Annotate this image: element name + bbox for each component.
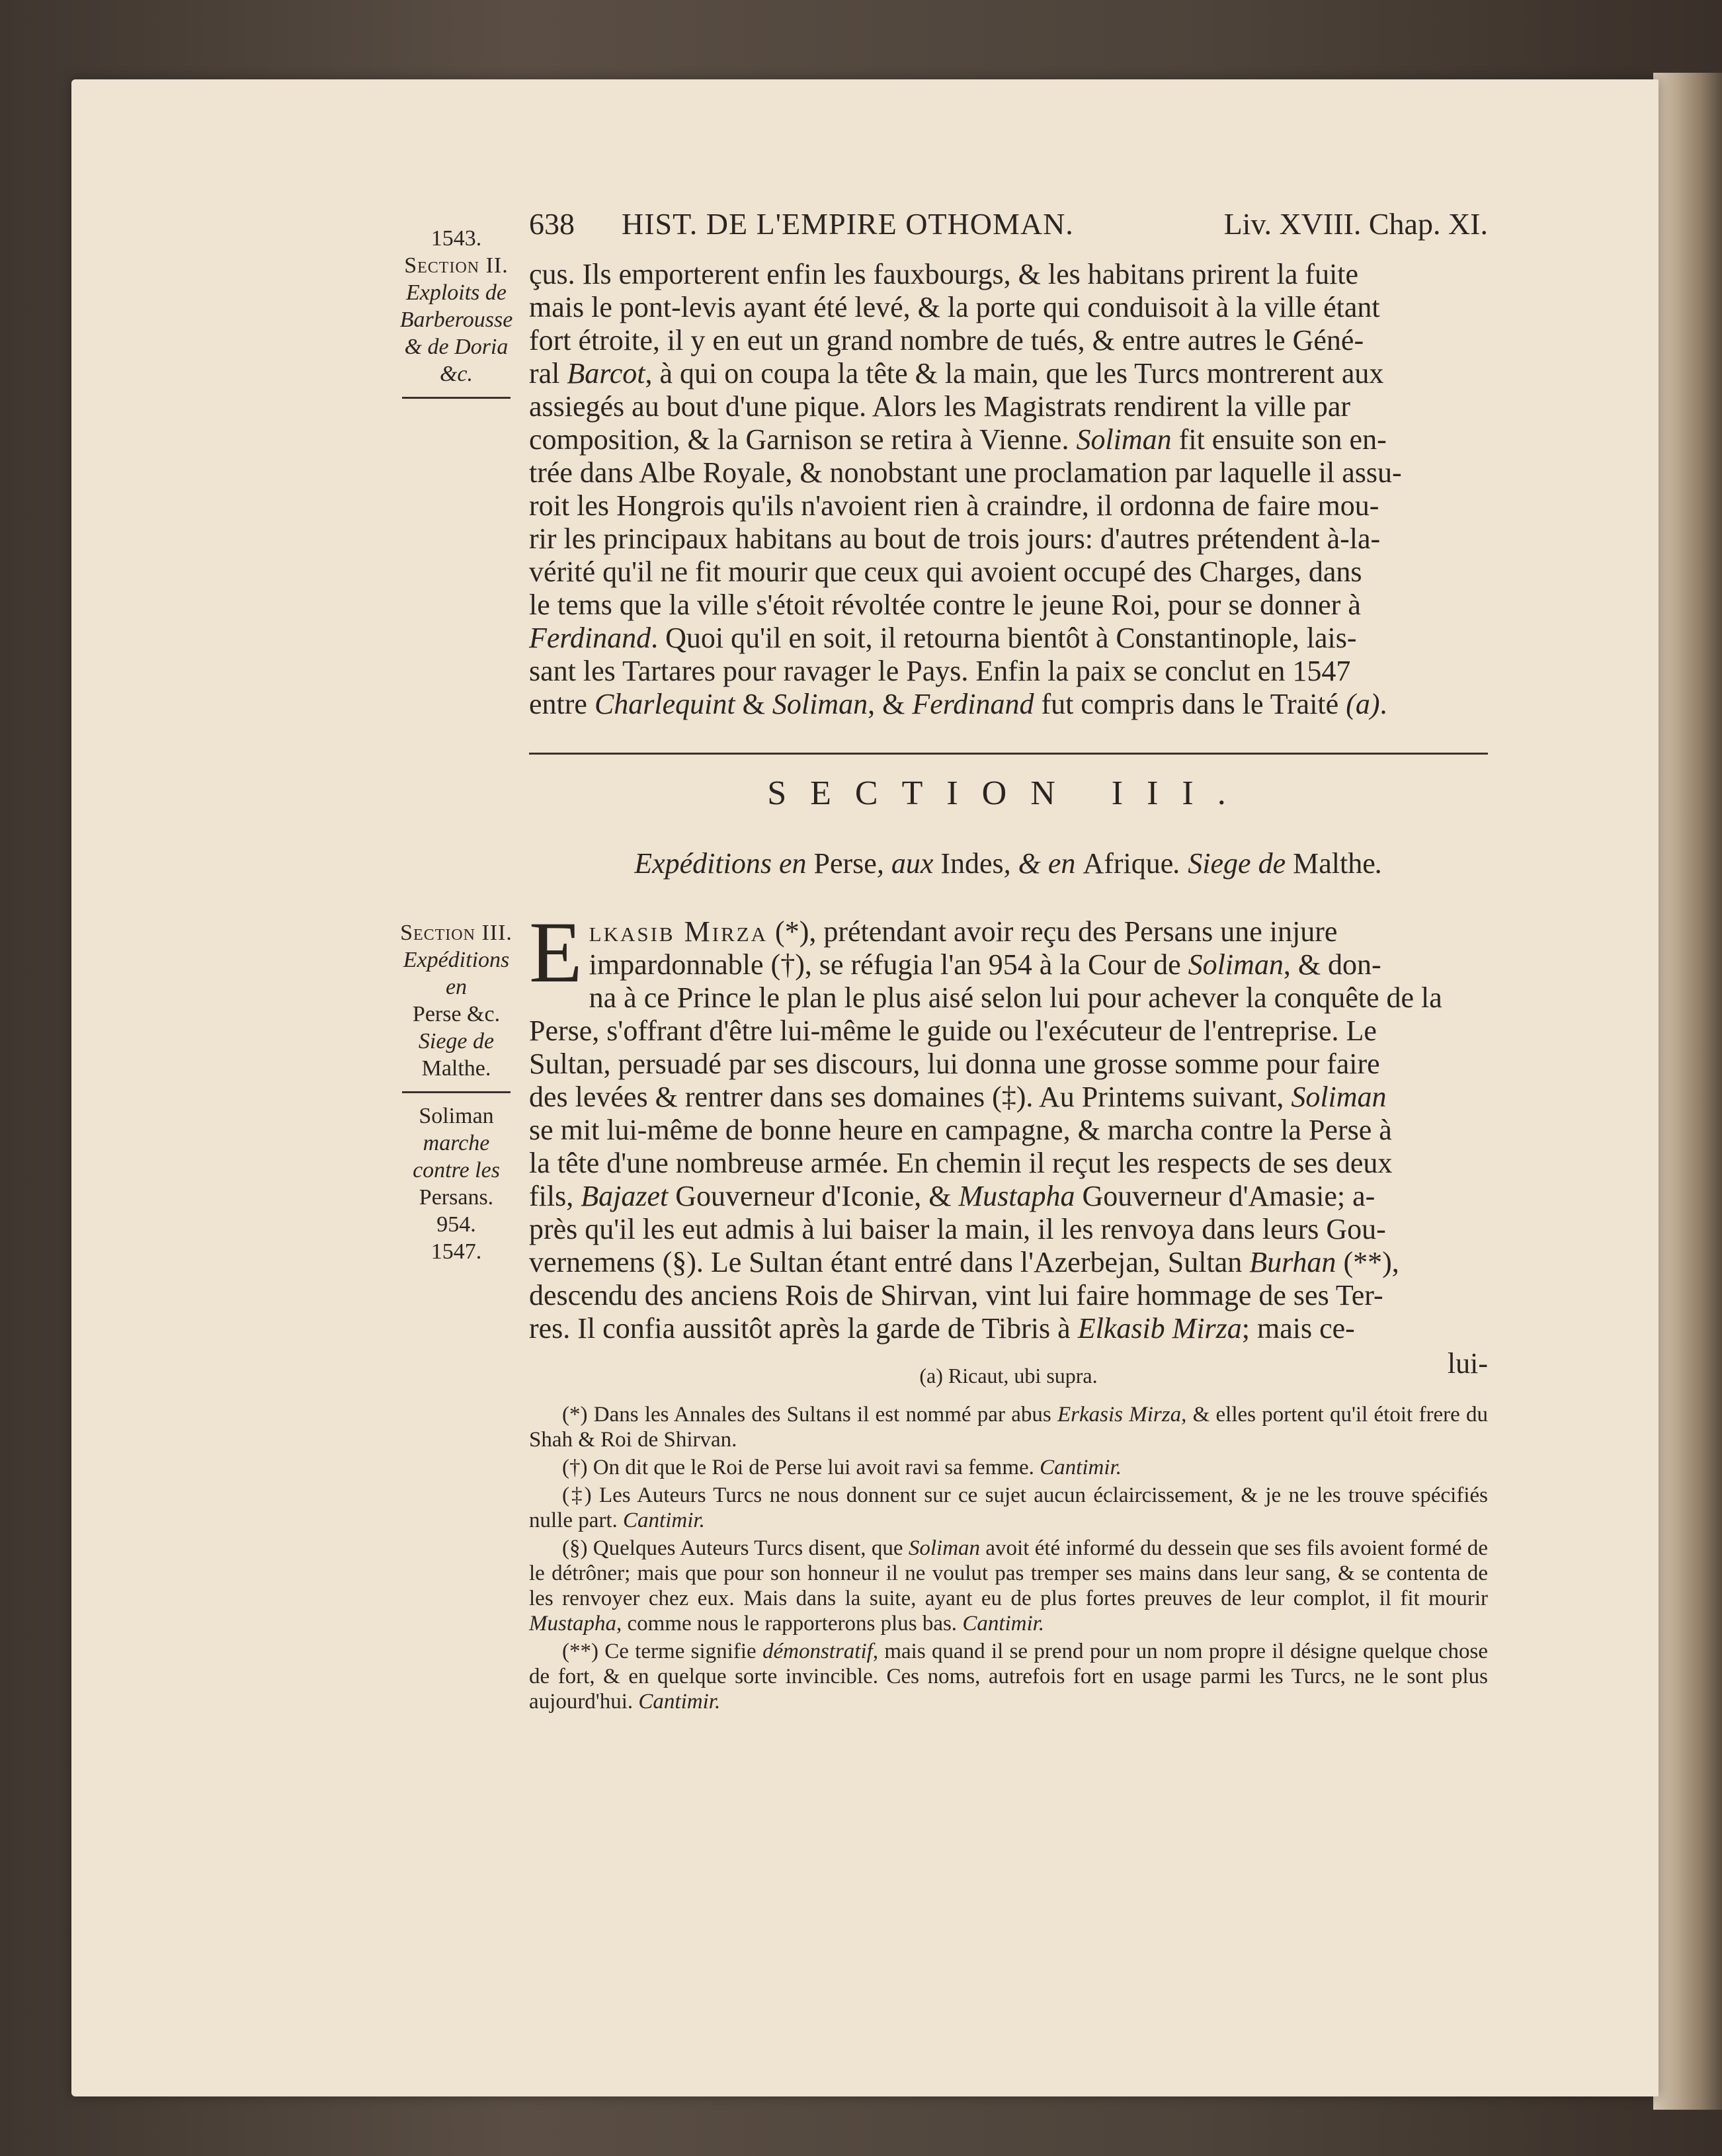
footnote: (‡) Les Auteurs Turcs ne nous donnent sur ce sujet aucun éclaircissement, & je ne les trouve spécifiés nulle part. Cantimir. (529, 1483, 1488, 1532)
text-line: rir les principaux habitans au bout de trois jours: d'autres prétendent à-la- (529, 522, 1381, 555)
section-heading: SECTION III. (767, 774, 1250, 812)
text-line: fort étroite, il y en eut un grand nombre de tués, & entre autres le Géné- (529, 324, 1364, 356)
footnote: (**) Ce terme signifie démonstratif, mais quand il se prend pour un nom propre il désigne quelque chose de fort, & en quelque sorte invincible. Ces noms, autrefois fort en usage parmi les Turcs, ne le sont plus aujourd'hui. Cantimir. (529, 1639, 1488, 1714)
drop-cap: E (529, 903, 583, 1001)
text-line: lkasib Mirza (*), prétendant avoir reçu des Persans une injure (589, 915, 1338, 948)
margin-year: 1547. (430, 1239, 482, 1264)
text-line: vernemens (§). Le Sultan étant entré dans l'Azerbejan, Sultan Burhan (**), (529, 1246, 1399, 1278)
text-line: Perse, s'offrant d'être lui-même le guide ou l'exécuteur de l'entreprise. Le (529, 1015, 1377, 1047)
text-line: entre Charlequint & Soliman, & Ferdinand fut compris dans le Traité (a). (529, 688, 1387, 720)
footnote: (†) On dit que le Roi de Perse lui avoit ravi sa femme. Cantimir. (562, 1456, 1122, 1479)
margin-rule (402, 1091, 511, 1093)
margin-section: Section III. (400, 921, 512, 945)
text-line: mais le pont-levis ayant été levé, & la porte qui conduisoit à la ville étant (529, 291, 1380, 323)
page-number: 638 (529, 207, 575, 241)
footnote-a: (a) Ricaut, ubi supra. (919, 1364, 1098, 1388)
section-divider (529, 753, 1488, 755)
paragraph-2 (529, 903, 1488, 1345)
text-line: impardonnable (†), se réfugia l'an 954 à la Cour de Soliman, & don- (589, 948, 1381, 981)
section-subheading: Expéditions en Perse, aux Indes, & en Afrique. Siege de Malthe. (634, 847, 1383, 880)
running-header (516, 206, 1488, 250)
text-line: na à ce Prince le plan le plus aisé selon lui pour achever la conquête de la (589, 981, 1442, 1014)
text-line: res. Il confia aussitôt après la garde de Tibris à Elkasib Mirza; mais ce- (529, 1312, 1355, 1345)
text-line: ral Barcot, à qui on coupa la tête & la main, que les Turcs montrerent aux (529, 357, 1384, 390)
margin-note: Soliman (419, 1104, 494, 1128)
footnote: (§) Quelques Auteurs Turcs disent, que Soliman avoit été informé du dessein que ses fils avoient formé de le détrôner; mais que pour son honneur il ne voulut pas tremper ses mains dans leur sang, & se contenta de les renvoyer chez eux. Mais dans la suite, ayant eu de plus fortes preuves de leur complot, il fit mourir Mustapha, comme nous le rapporterons plus bas. Cantimir. (529, 1536, 1488, 1636)
margin-section: Section II. (404, 253, 509, 278)
text-line: la tête d'une nombreuse armée. En chemin il reçut les respects de ses deux (529, 1147, 1393, 1179)
text-line: se mit lui-même de bonne heure en campagne, & marcha contre la Perse à (529, 1114, 1392, 1146)
margin-subject: Expéditions en (403, 948, 510, 999)
text-line: vérité qu'il ne fit mourir que ceux qui avoient occupé des Charges, dans (529, 556, 1362, 588)
text-line: des levées & rentrer dans ses domaines (‡). Au Printems suivant, Soliman (529, 1081, 1387, 1113)
footnotes (529, 1402, 1488, 1717)
text-line: assiegés au bout d'une pique. Alors les Magistrats rendirent la ville par (529, 390, 1351, 423)
margin-year: 954. (436, 1212, 476, 1237)
running-title: HIST. DE L'EMPIRE OTHOMAN. (622, 207, 1074, 241)
margin-year: 1543. (430, 226, 482, 251)
margin-subject: Exploits de Barberousse & de Doria &c. (399, 280, 513, 386)
text-line: fils, Bajazet Gouverneur d'Iconie, & Mustapha Gouverneur d'Amasie; a- (529, 1180, 1375, 1212)
text-line: trée dans Albe Royale, & nonobstant une proclamation par laquelle il assu- (529, 456, 1402, 489)
text-line: composition, & la Garnison se retira à Vienne. Soliman fit ensuite son en- (529, 423, 1387, 456)
paragraph-1 (529, 258, 1488, 721)
text-line: le tems que la ville s'étoit révoltée contre le jeune Roi, pour se donner à (529, 589, 1361, 621)
text-line: descendu des anciens Rois de Shirvan, vint lui faire hommage de ses Ter- (529, 1279, 1383, 1311)
catchword: lui- (1447, 1347, 1488, 1380)
margin-rule (402, 397, 511, 399)
footnote: (*) Dans les Annales des Sultans il est nommé par abus Erkasis Mirza, & elles portent qu'il étoit frere du Shah & Roi de Shirvan. (529, 1403, 1488, 1452)
text-line: Sultan, persuadé par ses discours, lui donna une grosse somme pour faire (529, 1048, 1380, 1080)
margin-note-top (397, 225, 516, 408)
book-chapter: Liv. XVIII. Chap. XI. (1223, 207, 1488, 241)
text-line: Ferdinand. Quoi qu'il en soit, il retourna bientôt à Constantinople, lais- (529, 622, 1357, 654)
text-line: çus. Ils emporterent enfin les fauxbourgs, & les habitans prirent la fuite (529, 258, 1359, 290)
text-line: roit les Hongrois qu'ils n'avoient rien à craindre, il ordonna de faire mou- (529, 489, 1379, 522)
facing-page-edge (1653, 73, 1722, 2110)
text-line: près qu'il les eut admis à lui baiser la main, il les renvoya dans leurs Gou- (529, 1213, 1386, 1245)
text-line: sant les Tartares pour ravager le Pays. Enfin la paix se conclut en 1547 (529, 655, 1351, 687)
margin-note-mid: Section III. Expéditions en Perse &c. Siege de Malthe. Soliman marche contre les Persans. 954. 1547. (397, 919, 516, 1265)
